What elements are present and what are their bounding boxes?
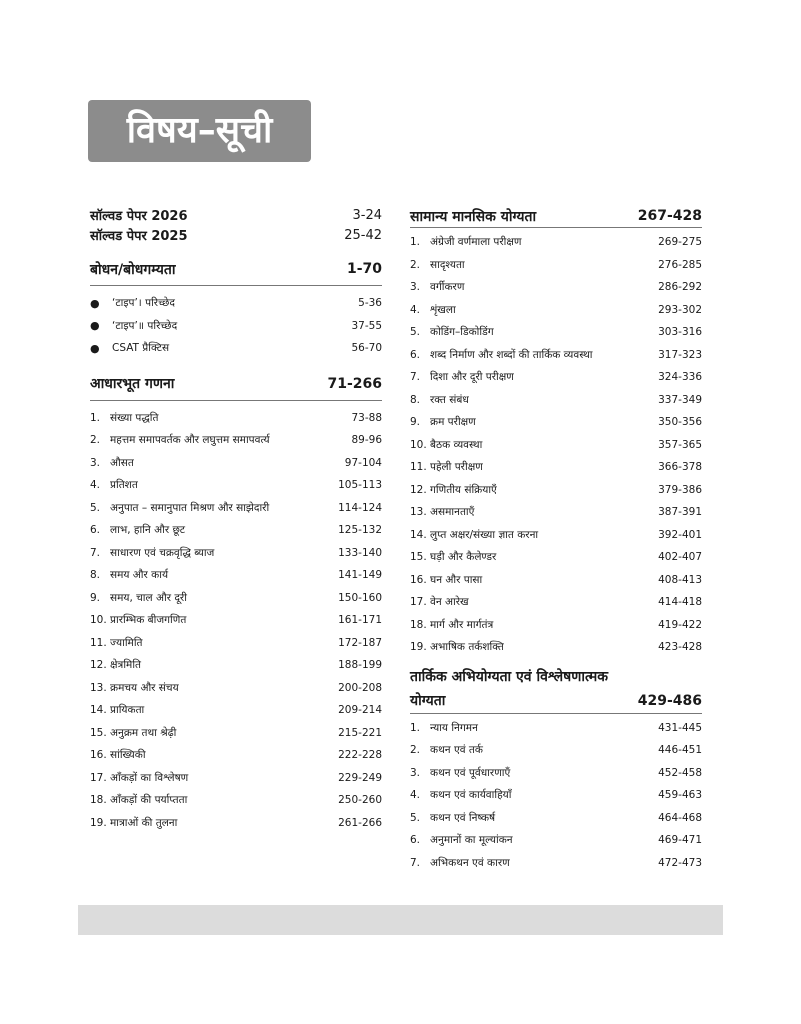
toc-item[interactable] xyxy=(90,452,382,475)
item-label: ज्यामिति xyxy=(110,636,143,649)
item-pages: 366-378 xyxy=(658,461,702,474)
section-heading-logical-reasoning[interactable] xyxy=(410,659,702,714)
item-pages: 73-88 xyxy=(351,411,382,424)
item-pages: 250-260 xyxy=(338,794,382,807)
item-label: लाभ, हानि और छूट xyxy=(110,524,186,537)
item-label: कथन एवं पूर्वधारणाएँ xyxy=(430,766,511,779)
toc-item[interactable] xyxy=(90,789,382,812)
toc-item[interactable] xyxy=(410,344,702,367)
item-label: अनुमानों का मूल्यांकन xyxy=(430,834,513,847)
toc-item[interactable] xyxy=(410,717,702,740)
section-heading-mental-ability[interactable] xyxy=(410,205,702,228)
item-number: 3. xyxy=(410,281,421,294)
section-heading-comprehension[interactable] xyxy=(90,253,382,286)
item-number: 16. xyxy=(90,749,107,762)
item-label: आँकड़ों की पर्याप्तता xyxy=(110,794,188,807)
section-title: आधारभूत गणना xyxy=(90,376,175,392)
item-number: 12. xyxy=(90,659,107,672)
item-label: अंग्रेजी वर्णमाला परीक्षण xyxy=(430,236,522,249)
item-label: साधारण एवं चक्रवृद्धि ब्याज xyxy=(110,546,215,559)
item-label: समय और कार्य xyxy=(110,569,169,582)
item-pages: 150-160 xyxy=(338,591,382,604)
item-number: 5. xyxy=(410,811,421,824)
toc-item[interactable] xyxy=(410,276,702,299)
item-number: 2. xyxy=(410,258,421,271)
toc-item[interactable] xyxy=(90,677,382,700)
toc-item[interactable] xyxy=(90,722,382,745)
item-number: 13. xyxy=(90,681,107,694)
item-label: शृंखला xyxy=(430,303,456,316)
item-label: अनुक्रम तथा श्रेढ़ी xyxy=(110,726,177,739)
item-pages: 229-249 xyxy=(338,771,382,784)
item-pages: 269-275 xyxy=(658,236,702,249)
item-label: पहेली परीक्षण xyxy=(430,461,483,474)
toc-item[interactable] xyxy=(410,614,702,637)
item-number: 19. xyxy=(90,816,107,829)
toc-item[interactable] xyxy=(410,591,702,614)
item-pages: 324-336 xyxy=(658,371,702,384)
item-pages: 414-418 xyxy=(658,596,702,609)
item-label: दिशा और दूरी परीक्षण xyxy=(430,371,514,384)
item-label: अनुपात – समानुपात मिश्रण और साझेदारी xyxy=(110,501,270,514)
toc-item[interactable] xyxy=(90,812,382,835)
item-number: 12. xyxy=(410,483,427,496)
item-label: घन और पासा xyxy=(430,573,483,586)
item-pages: 188-199 xyxy=(338,659,382,672)
item-pages: 303-316 xyxy=(658,326,702,339)
item-number: 1. xyxy=(410,236,421,249)
item-number: 8. xyxy=(90,569,101,582)
toc-item[interactable] xyxy=(410,524,702,547)
item-number: 16. xyxy=(410,573,427,586)
item-number: 9. xyxy=(90,591,101,604)
paper-pages: 25-42 xyxy=(344,227,382,243)
toc-list xyxy=(90,407,382,835)
item-label: आँकड़ों का विश्लेषण xyxy=(110,771,189,784)
item-label: असमानताएँ xyxy=(430,506,475,519)
item-pages: 459-463 xyxy=(658,789,702,802)
section-title: सामान्य मानसिक योग्यता xyxy=(410,208,537,225)
item-pages: 317-323 xyxy=(658,348,702,361)
item-number: 1. xyxy=(410,721,421,734)
item-label: प्रारम्भिक बीजगणित xyxy=(110,614,187,627)
toc-item[interactable] xyxy=(410,389,702,412)
item-label: वर्गीकरण xyxy=(430,281,465,294)
toc-item[interactable] xyxy=(410,739,702,762)
item-pages: 419-422 xyxy=(658,618,702,631)
item-pages: 133-140 xyxy=(338,546,382,559)
item-pages: 37-55 xyxy=(351,319,382,332)
item-number: 7. xyxy=(90,546,101,559)
toc-item[interactable] xyxy=(410,456,702,479)
toc-item[interactable] xyxy=(90,542,382,565)
toc-item[interactable] xyxy=(410,321,702,344)
item-pages: 114-124 xyxy=(338,501,382,514)
item-label: CSAT प्रैक्टिस xyxy=(112,342,170,355)
toc-item[interactable] xyxy=(90,632,382,655)
footer-bar xyxy=(78,905,723,935)
toc-item[interactable] xyxy=(90,292,382,315)
paper-pages: 3-24 xyxy=(352,207,382,223)
item-pages: 446-451 xyxy=(658,744,702,757)
toc-item[interactable] xyxy=(90,519,382,542)
item-label: लुप्त अक्षर/संख्या ज्ञात करना xyxy=(430,528,539,541)
item-pages: 387-391 xyxy=(658,506,702,519)
toc-list xyxy=(410,231,702,659)
item-label: क्रम परीक्षण xyxy=(430,416,476,429)
item-pages: 423-428 xyxy=(658,641,702,654)
item-pages: 105-113 xyxy=(338,479,382,492)
toc-item[interactable] xyxy=(410,479,702,502)
item-pages: 472-473 xyxy=(658,856,702,869)
item-pages: 469-471 xyxy=(658,834,702,847)
toc-item[interactable] xyxy=(90,474,382,497)
item-pages: 392-401 xyxy=(658,528,702,541)
item-label: शब्द निर्माण और शब्दों की तार्किक व्यवस्था xyxy=(430,348,593,361)
bullet-icon: ● xyxy=(90,296,100,310)
item-pages: 337-349 xyxy=(658,393,702,406)
toc-item[interactable] xyxy=(410,366,702,389)
toc-item[interactable] xyxy=(410,762,702,785)
item-label: अभाषिक तर्कशक्ति xyxy=(430,641,504,654)
item-number: 14. xyxy=(410,528,427,541)
paper-label: सॉल्वड पेपर 2026 xyxy=(90,209,188,224)
item-pages: 200-208 xyxy=(338,681,382,694)
item-number: 3. xyxy=(410,766,421,779)
section-pages: 267-428 xyxy=(637,208,702,224)
toc-item[interactable] xyxy=(90,699,382,722)
item-label: मार्ग और मार्गतंत्र xyxy=(430,618,494,631)
item-number: 11. xyxy=(90,636,107,649)
item-number: 15. xyxy=(90,726,107,739)
item-label: बैठक व्यवस्था xyxy=(430,438,483,451)
item-pages: 261-266 xyxy=(338,816,382,829)
item-label: प्रायिकता xyxy=(110,704,145,717)
toc-paper-row[interactable] xyxy=(90,205,382,225)
item-label: क्षेत्रमिति xyxy=(110,659,142,672)
item-label: महत्तम समापवर्तक और लघुत्तम समापवर्त्य xyxy=(110,434,270,447)
item-pages: 408-413 xyxy=(658,573,702,586)
item-pages: 276-285 xyxy=(658,258,702,271)
item-label: समय, चाल और दूरी xyxy=(110,591,187,604)
item-label: कथन एवं तर्क xyxy=(430,744,483,757)
item-label: ‘टाइप’॥ परिच्छेद xyxy=(112,319,178,332)
item-number: 11. xyxy=(410,461,427,474)
item-number: 6. xyxy=(90,524,101,537)
item-pages: 97-104 xyxy=(344,456,382,469)
toc-item[interactable] xyxy=(90,767,382,790)
toc-item[interactable] xyxy=(410,299,702,322)
toc-item[interactable] xyxy=(90,315,382,338)
item-number: 2. xyxy=(410,744,421,757)
item-pages: 402-407 xyxy=(658,551,702,564)
item-number: 14. xyxy=(90,704,107,717)
item-label: कथन एवं कार्यवाहियाँ xyxy=(430,789,512,802)
item-number: 2. xyxy=(90,434,101,447)
item-number: 1. xyxy=(90,411,101,424)
item-number: 19. xyxy=(410,641,427,654)
toc-left-column xyxy=(90,205,382,834)
page-title: विषय–सूची xyxy=(88,100,311,162)
toc-item[interactable] xyxy=(410,434,702,457)
item-pages: 215-221 xyxy=(338,726,382,739)
item-label: सादृश्यता xyxy=(430,258,465,271)
item-pages: 452-458 xyxy=(658,766,702,779)
item-label: रक्त संबंध xyxy=(430,393,469,406)
toc-item[interactable] xyxy=(410,636,702,659)
toc-item[interactable] xyxy=(410,569,702,592)
item-number: 17. xyxy=(410,596,427,609)
item-number: 5. xyxy=(90,501,101,514)
toc-item[interactable] xyxy=(90,429,382,452)
bullet-icon: ● xyxy=(90,341,100,355)
item-pages: 209-214 xyxy=(338,704,382,717)
section-title-line2: योग्यता xyxy=(410,693,446,709)
toc-right-column xyxy=(410,205,702,874)
item-number: 15. xyxy=(410,551,427,564)
item-label: कथन एवं निष्कर्ष xyxy=(430,811,496,824)
item-number: 18. xyxy=(90,794,107,807)
item-number: 7. xyxy=(410,856,421,869)
toc-item[interactable] xyxy=(410,807,702,830)
section-heading-basic-numeracy[interactable] xyxy=(90,368,382,401)
item-pages: 5-36 xyxy=(358,297,382,310)
item-label: कोडिंग–डिकोडिंग xyxy=(430,326,494,339)
item-label: सांख्यिकी xyxy=(110,749,146,762)
paper-label: सॉल्वड पेपर 2025 xyxy=(90,229,188,244)
toc-list xyxy=(410,717,702,875)
item-pages: 161-171 xyxy=(338,614,382,627)
item-pages: 286-292 xyxy=(658,281,702,294)
toc-item[interactable] xyxy=(90,407,382,430)
item-label: मात्राओं की तुलना xyxy=(110,816,178,829)
toc-item[interactable] xyxy=(90,609,382,632)
item-pages: 56-70 xyxy=(351,342,382,355)
item-number: 10. xyxy=(90,614,107,627)
toc-item[interactable] xyxy=(90,497,382,520)
toc-item[interactable] xyxy=(410,546,702,569)
item-label: औसत xyxy=(110,456,134,469)
toc-item[interactable] xyxy=(90,744,382,767)
item-pages: 293-302 xyxy=(658,303,702,316)
item-number: 13. xyxy=(410,506,427,519)
item-number: 9. xyxy=(410,416,421,429)
item-pages: 125-132 xyxy=(338,524,382,537)
item-pages: 464-468 xyxy=(658,811,702,824)
section-pages: 1-70 xyxy=(346,261,382,277)
item-number: 10. xyxy=(410,438,427,451)
toc-item[interactable] xyxy=(410,501,702,524)
item-pages: 141-149 xyxy=(338,569,382,582)
item-pages: 357-365 xyxy=(658,438,702,451)
item-label: अभिकथन एवं कारण xyxy=(430,856,510,869)
section-title: बोधन/बोधगम्यता xyxy=(90,261,176,278)
toc-item[interactable] xyxy=(90,587,382,610)
toc-item[interactable] xyxy=(90,654,382,677)
item-pages: 431-445 xyxy=(658,721,702,734)
item-label: गणितीय संक्रियाएँ xyxy=(430,483,497,496)
toc-item[interactable] xyxy=(410,231,702,254)
toc-item[interactable] xyxy=(410,784,702,807)
item-number: 4. xyxy=(90,479,101,492)
bullet-icon: ● xyxy=(90,319,100,333)
item-number: 7. xyxy=(410,371,421,384)
item-number: 8. xyxy=(410,393,421,406)
item-number: 18. xyxy=(410,618,427,631)
item-label: संख्या पद्धति xyxy=(110,411,159,424)
toc-item[interactable] xyxy=(410,852,702,875)
section-pages: 71-266 xyxy=(327,375,382,392)
toc-item[interactable] xyxy=(410,829,702,852)
section-title-line1: तार्किक अभियोग्यता एवं विश्लेषणात्मक xyxy=(410,668,609,685)
section-pages: 429-486 xyxy=(637,692,702,709)
item-pages: 350-356 xyxy=(658,416,702,429)
toc-paper-row[interactable] xyxy=(90,225,382,245)
item-number: 3. xyxy=(90,456,101,469)
item-number: 4. xyxy=(410,789,421,802)
item-label: ‘टाइप’। परिच्छेद xyxy=(112,297,175,310)
item-label: न्याय निगमन xyxy=(430,721,478,734)
item-label: प्रतिशत xyxy=(110,479,138,492)
item-pages: 222-228 xyxy=(338,749,382,762)
item-number: 17. xyxy=(90,771,107,784)
toc-item[interactable] xyxy=(90,337,382,360)
toc-item[interactable] xyxy=(90,564,382,587)
item-number: 6. xyxy=(410,348,421,361)
item-number: 6. xyxy=(410,834,421,847)
item-pages: 89-96 xyxy=(351,434,382,447)
toc-item[interactable] xyxy=(410,411,702,434)
item-label: वेन आरेख xyxy=(430,596,469,609)
item-pages: 379-386 xyxy=(658,483,702,496)
item-label: क्रमचय और संचय xyxy=(110,681,179,694)
item-number: 4. xyxy=(410,303,421,316)
item-number: 5. xyxy=(410,326,421,339)
item-pages: 172-187 xyxy=(338,636,382,649)
item-label: घड़ी और कैलेण्डर xyxy=(430,551,497,564)
toc-item[interactable] xyxy=(410,254,702,277)
